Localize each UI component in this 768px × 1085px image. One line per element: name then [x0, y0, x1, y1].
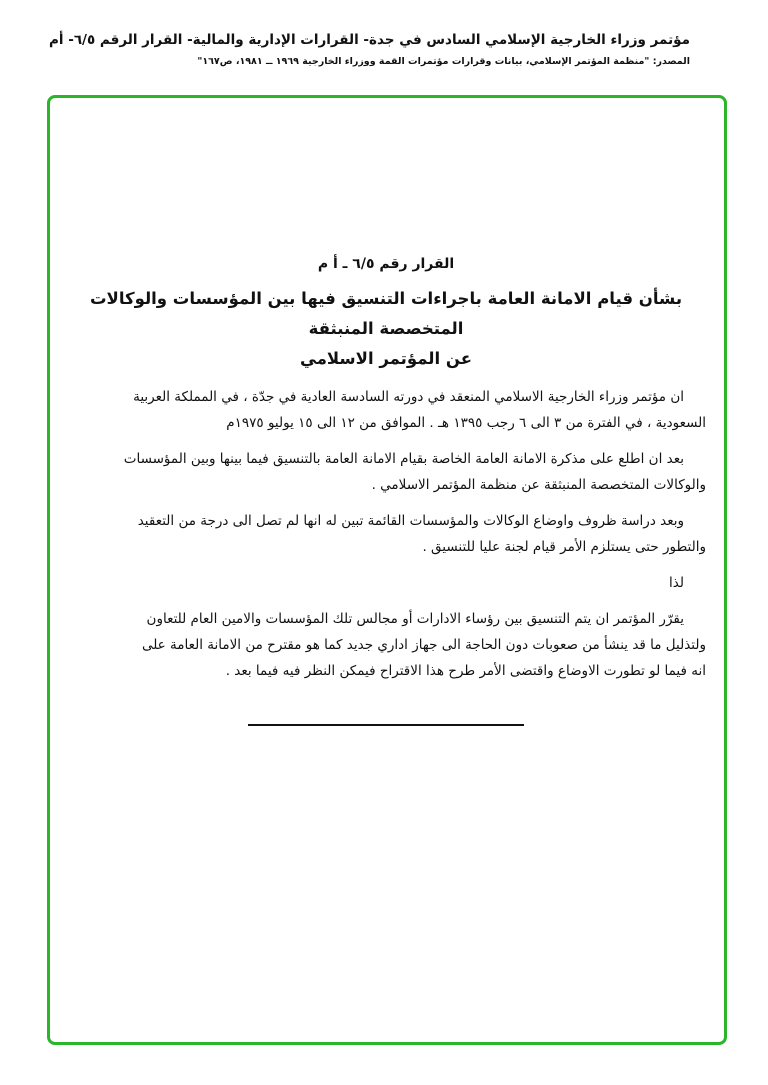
paragraph-5-line-2: ولتذليل ما قد ينشأ من صعوبات دون الحاجة الى جهاز اداري جديد كما هو مقترح من الامانة العامة على	[141, 637, 706, 653]
subject-line-2: عن المؤتمر الاسلامي	[300, 349, 472, 368]
document-body	[66, 252, 706, 726]
resolution-number: القرار رقم ٦/٥ ـ أ م	[317, 256, 455, 272]
paragraph-2-line-2: والوكالات المتخصصة المنبثقة عن منظمة المؤتمر الاسلامي .	[371, 477, 706, 493]
paragraph-therefore: لذا	[669, 575, 684, 591]
page-header-source: المصدر: "منظمة المؤتمر الإسلامي، بيانات وقرارات مؤتمرات القمة ووزراء الخارجية ١٩٦٩ ــ ١٩٨١، ص١٦٧"	[197, 56, 690, 67]
page-header-title: مؤتمر وزراء الخارجية الإسلامي السادس في جدة- القرارات الإدارية والمالية- القرار الرقم ٦/٥- أم	[48, 32, 690, 48]
paragraph-3-line-2: والتطور حتى يستلزم الأمر قيام لجنة عليا للتنسيق .	[422, 539, 706, 555]
end-rule	[248, 724, 524, 726]
paragraph-5-line-3: انه فيما لو تطورت الاوضاع واقتضى الأمر طرح هذا الاقتراح فيمكن النظر فيه فيما بعد .	[225, 663, 706, 679]
paragraph-1-line-2: السعودية ، في الفترة من ٣ الى ٦ رجب ١٣٩٥ هـ . الموافق من ١٢ الى ١٥ يوليو ١٩٧٥م	[226, 415, 706, 431]
page-header	[40, 30, 690, 69]
paragraph-1-line-1: ان مؤتمر وزراء الخارجية الاسلامي المنعقد في دورته السادسة العادية في جدّة ، في المملكة العربية	[133, 389, 684, 405]
subject-line-1: بشأن قيام الامانة العامة باجراءات التنسيق فيها بين المؤسسات والوكالات المتخصصة المنبثقة	[89, 289, 683, 338]
paragraph-5-line-1: يقرّر المؤتمر ان يتم التنسيق بين رؤساء الادارات أو مجالس تلك المؤسسات والامين العام للتعاون	[146, 611, 684, 627]
paragraph-2-line-1: بعد ان اطلع على مذكرة الامانة العامة الخاصة بقيام الامانة العامة بالتنسيق فيما بينها وبين المؤسسات	[123, 451, 684, 467]
paragraph-3-line-1: وبعد دراسة ظروف واوضاع الوكالات والمؤسسات القائمة تبين له انها لم تصل الى درجة من التعقيد	[137, 513, 684, 529]
